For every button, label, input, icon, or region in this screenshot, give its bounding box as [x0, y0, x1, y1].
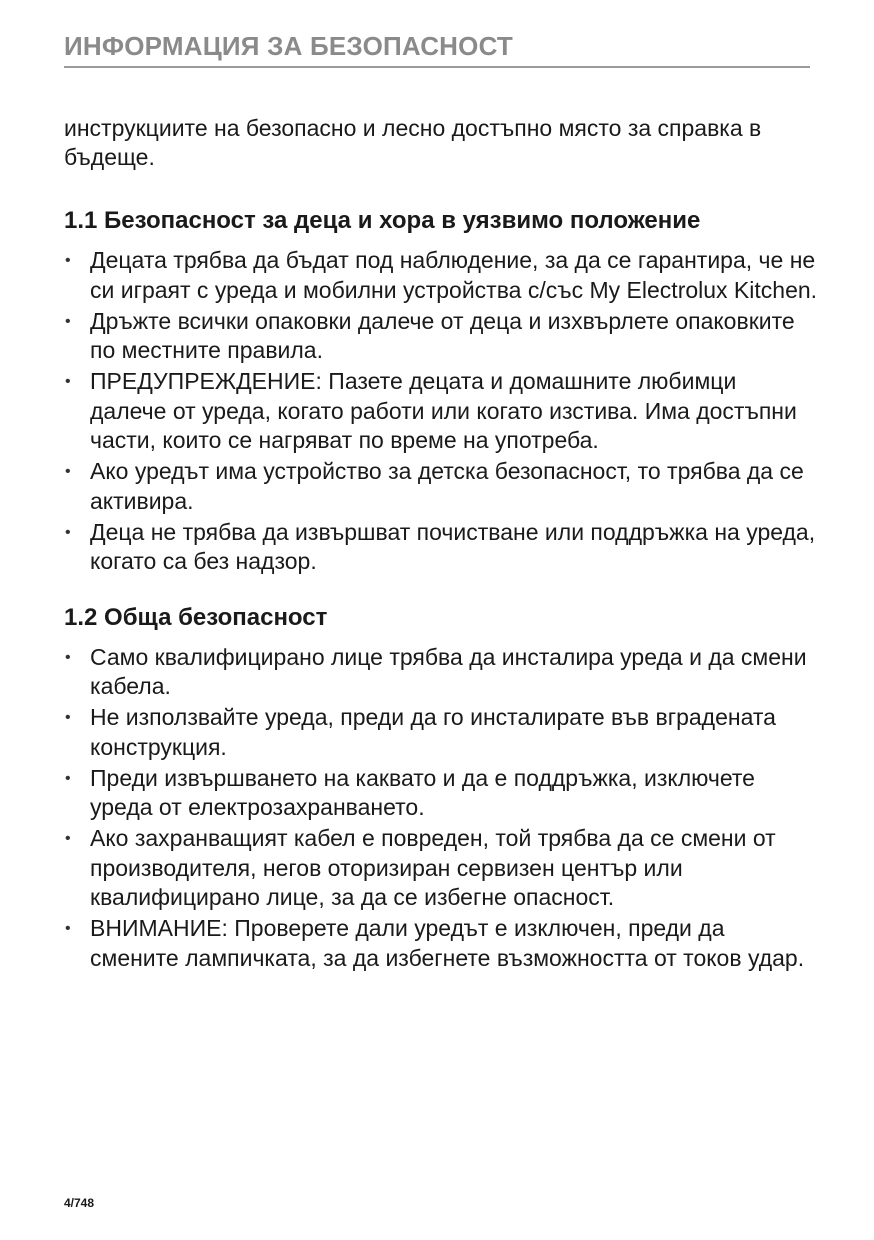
page-header	[64, 30, 810, 68]
list-item	[64, 643, 818, 702]
list-item-text: Преди извършването на каквато и да е поддръжка, изключете уреда от електрозахранването.	[90, 764, 755, 820]
bullet-icon: •	[65, 830, 71, 847]
section-title-general-safety: 1.2 Обща безопасност	[64, 603, 328, 631]
list-item-text: Не използвайте уреда, преди да го инсталирате във вградената конструкция.	[90, 704, 776, 760]
list-item	[64, 764, 818, 823]
list-item-text: Дръжте всички опаковки далече от деца и изхвърлете опаковките по местните правила.	[90, 307, 795, 363]
list-item-text: Само квалифицирано лице трябва да инсталира уреда и да смени кабела.	[90, 643, 807, 699]
bullet-icon: •	[65, 648, 71, 666]
section-title-child-safety: 1.1 Безопасност за деца и хора в уязвимо положение	[64, 207, 701, 234]
list-item	[64, 457, 818, 516]
list-item	[64, 367, 818, 456]
page-number: 4/748	[64, 1196, 95, 1210]
list-item	[64, 518, 818, 577]
bullet-list-general-safety	[64, 643, 818, 974]
list-item-text: ВНИМАНИЕ: Проверете дали уредът е изключен, преди да смените лампичката, за да избегнете възможността от токов удар.	[90, 915, 805, 971]
header-title: ИНФОРМАЦИЯ ЗА БЕЗОПАСНОСТ	[64, 31, 513, 61]
bullet-icon: •	[65, 920, 71, 937]
intro-paragraph: инструкциите на безопасно и лесно достъпно място за справка в бъдеще.	[64, 115, 762, 170]
bullet-list-child-safety	[64, 246, 818, 577]
bullet-icon: •	[65, 523, 71, 541]
list-item-text: Децата трябва да бъдат под наблюдение, за да се гарантира, че не си играят с уреда и мобилни устройства с/със My Electrolux Kitchen.	[90, 247, 818, 303]
bullet-icon: •	[65, 769, 71, 787]
list-item	[64, 246, 818, 305]
list-item	[64, 307, 818, 366]
document-body	[64, 114, 818, 975]
list-item-text: ПРЕДУПРЕЖДЕНИЕ: Пазете децата и домашните любимци далече от уреда, когато работи или когато изстива. Има достъпни части, които се нагряват по време на употреба.	[90, 368, 797, 453]
bullet-icon: •	[65, 463, 71, 480]
list-item	[64, 914, 818, 973]
bullet-icon: •	[65, 373, 71, 390]
bullet-icon: •	[65, 252, 71, 269]
list-item	[64, 824, 818, 913]
list-item-text: Деца не трябва да извършват почистване или поддръжка на уреда, когато са без надзор.	[90, 518, 816, 574]
list-item-text: Ако уредът има устройство за детска безопасност, то трябва да се активира.	[90, 458, 804, 514]
bullet-icon: •	[65, 709, 71, 726]
list-item-text: Ако захранващият кабел е повреден, той трябва да се смени от производителя, негов оторизиран сервизен център или квалифицирано лице, за да се избегне опасност.	[90, 825, 776, 910]
list-item	[64, 703, 818, 762]
bullet-icon: •	[65, 312, 71, 330]
